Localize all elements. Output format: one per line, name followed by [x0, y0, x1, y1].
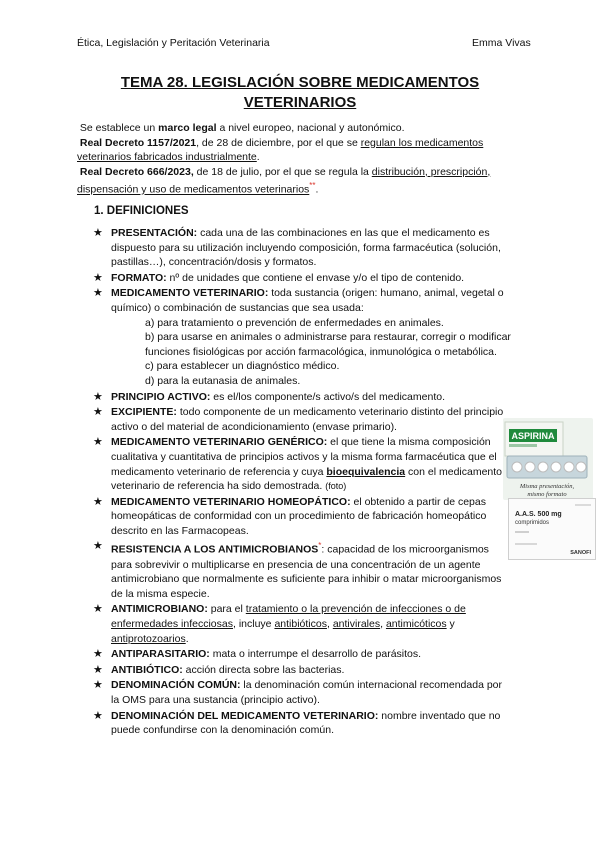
star-bullet-icon: ★	[93, 436, 103, 449]
intro-paragraph-2	[77, 136, 527, 165]
intro-paragraph-3	[77, 165, 527, 198]
sub-item: c) para establecer un diagnóstico médico.	[145, 360, 340, 373]
footnote-mark: **	[309, 181, 316, 190]
term: DENOMINACIÓN DEL MEDICAMENTO VETERINARIO:	[111, 709, 379, 722]
footnote-mark: *	[318, 541, 322, 551]
term: RESISTENCIA A LOS ANTIMICROBIANOS	[111, 543, 319, 556]
sub-item: d) para la eutanasia de animales.	[145, 374, 301, 387]
term: EXCIPIENTE:	[111, 406, 177, 419]
definition: nº de unidades que contiene el envase y/o el tipo de contenido.	[166, 271, 465, 284]
header-subject: Ética, Legislación y Peritación Veterinaria	[77, 37, 270, 49]
star-bullet-icon: ★	[93, 603, 103, 616]
aas-brand-label: SANOFI	[570, 550, 591, 556]
intro-text: .	[256, 151, 260, 163]
star-bullet-icon: ★	[93, 648, 103, 661]
star-bullet-icon: ★	[93, 271, 103, 284]
definition-underlined: antiprotozoarios	[111, 632, 186, 645]
list-item	[93, 390, 511, 405]
list-item	[93, 495, 511, 539]
list-item	[93, 647, 511, 662]
term: ANTIMICROBIANO:	[111, 603, 208, 616]
definition: acción directa sobre las bacterias.	[182, 663, 345, 676]
intro-text: de 18 de julio, por el que se regula la	[193, 165, 372, 178]
term: MEDICAMENTO VETERINARIO:	[111, 287, 269, 300]
definition: mata o interrumpe el desarrollo de parásitos.	[209, 648, 422, 661]
page-title: TEMA 28. LEGISLACIÓN SOBRE MEDICAMENTOS VETERINARIOS	[120, 74, 480, 111]
term: FORMATO:	[111, 271, 167, 284]
list-item	[93, 678, 511, 707]
definition: con el medicamento veterinario de referencia ha sido demostrada.	[111, 465, 503, 493]
aas-label: A.A.S. 500 mg	[515, 511, 562, 518]
photo-note: (foto)	[325, 481, 347, 492]
term: PRESENTACIÓN:	[111, 227, 198, 239]
aspirina-caption-line-2: mismo formato	[527, 491, 567, 498]
separator: .	[185, 632, 189, 645]
star-bullet-icon: ★	[93, 663, 103, 676]
sub-list	[111, 316, 511, 389]
star-bullet-icon: ★	[93, 709, 103, 722]
separator: ,	[380, 617, 386, 630]
definition-underlined: tratamiento o la prevención de infecciones o de enfermedades infecciosas	[111, 603, 466, 630]
star-bullet-icon: ★	[93, 679, 103, 692]
term: ANTIPARASITARIO:	[111, 648, 210, 661]
aas-sub-label: comprimidos	[515, 520, 550, 526]
star-bullet-icon: ★	[93, 390, 103, 403]
star-bullet-icon: ★	[93, 287, 103, 300]
aas-generic-photo	[508, 498, 596, 560]
term: DENOMINACIÓN COMÚN:	[111, 679, 241, 692]
decree-1157: Real Decreto 1157/2021	[79, 136, 197, 149]
star-bullet-icon: ★	[93, 540, 103, 553]
list-item	[93, 709, 511, 738]
definition-underlined: antivirales	[332, 617, 381, 630]
sub-item: b) para usarse en animales o administrarse para restaurar, corregir o modificar funciones fisiológicas por acción farmacológica, inmunológica o metabólica.	[145, 331, 511, 358]
list-item	[93, 435, 511, 493]
term: MEDICAMENTO VETERINARIO HOMEOPÁTICO:	[111, 495, 351, 508]
decree-666: Real Decreto 666/2023,	[79, 165, 194, 178]
definition-underlined: antimicóticos	[385, 617, 447, 630]
term: PRINCIPIO ACTIVO:	[111, 390, 211, 403]
list-item	[93, 286, 511, 388]
list-item	[93, 539, 511, 601]
term: MEDICAMENTO VETERINARIO GENÉRICO:	[111, 436, 328, 449]
intro-text: a nivel europeo, nacional y autonómico.	[216, 122, 405, 134]
intro-block	[77, 121, 527, 197]
definition: nombre inventado que no puede confundirse con la denominación común.	[111, 709, 501, 737]
aspirina-brand-label: ASPIRINA	[511, 431, 555, 441]
definition: para el	[207, 603, 246, 616]
definitions-list	[93, 226, 511, 739]
definition: cada una de las combinaciones en las que el medicamento es dispuesto para su utilización incluyendo composición, forma farmacéutica (solución, pastillas…), concentración/dosis y formatos.	[111, 227, 501, 269]
separator: ,	[326, 617, 333, 630]
intro-text: Se establece un	[79, 122, 159, 134]
term: ANTIBIÓTICO:	[111, 663, 183, 676]
star-bullet-icon: ★	[93, 227, 103, 239]
definition: el obtenido a partir de cepas homeopáticas de conformidad con un procedimiento de fabricación homeopático descrito en las Farmacopeas.	[111, 495, 487, 537]
definition: , incluye	[233, 617, 275, 630]
decree-666-scope: distribución, prescripción, dispensación y uso de medicamentos veterinarios	[77, 165, 491, 196]
intro-text: .	[315, 183, 319, 196]
aas-box-illustration	[509, 499, 595, 559]
term-bioequivalencia: bioequivalencia	[326, 465, 406, 478]
intro-bold: marco legal	[158, 122, 217, 134]
aspirina-caption-line-1: Misma presentación,	[519, 483, 575, 490]
section-heading: 1. DEFINICIONES	[94, 205, 189, 217]
list-item	[93, 405, 511, 434]
list-item	[93, 226, 511, 270]
definition: es el/los componente/s activo/s del medicamento.	[210, 390, 445, 403]
definition: todo componente de un medicamento veterinario distinto del principio activo o del material de acondicionamiento (envase primario).	[111, 406, 504, 433]
decree-1157-scope: regulan los medicamentos veterinarios fabricados industrialmente	[77, 136, 484, 163]
definition: : capacidad de los microorganismos para sobrevivir o multiplicarse en presencia de una concentración de un agente antimicrobiano que normalmente es suficiente para inhibir o matar microorganismos de la misma especie.	[111, 543, 502, 600]
intro-paragraph-1	[77, 121, 527, 136]
header-author: Emma Vivas	[472, 37, 531, 49]
aspirina-box-illustration	[503, 418, 593, 500]
list-item	[93, 663, 511, 678]
sub-item: a) para tratamiento o prevención de enfermedades en animales.	[145, 316, 444, 329]
intro-text: , de 28 de diciembre, por el que se	[196, 136, 361, 149]
definition: el que tiene la misma composición cualitativa y cuantitativa de principios activos y la misma forma farmacéutica que el medicamento veterinario de referencia y cuya	[111, 436, 497, 478]
star-bullet-icon: ★	[93, 406, 103, 419]
definition: toda sustancia (origen: humano, animal, vegetal o químico) o combinación de sustancias que sea usada:	[111, 287, 504, 314]
list-item	[93, 271, 511, 286]
separator: y	[446, 617, 455, 630]
definition: la denominación común internacional recomendada por la OMS para una sustancia (principio activo).	[111, 679, 502, 706]
definition-underlined: antibióticos	[274, 617, 327, 630]
list-item	[93, 602, 511, 646]
star-bullet-icon: ★	[93, 495, 103, 508]
aspirina-photo	[503, 418, 593, 500]
